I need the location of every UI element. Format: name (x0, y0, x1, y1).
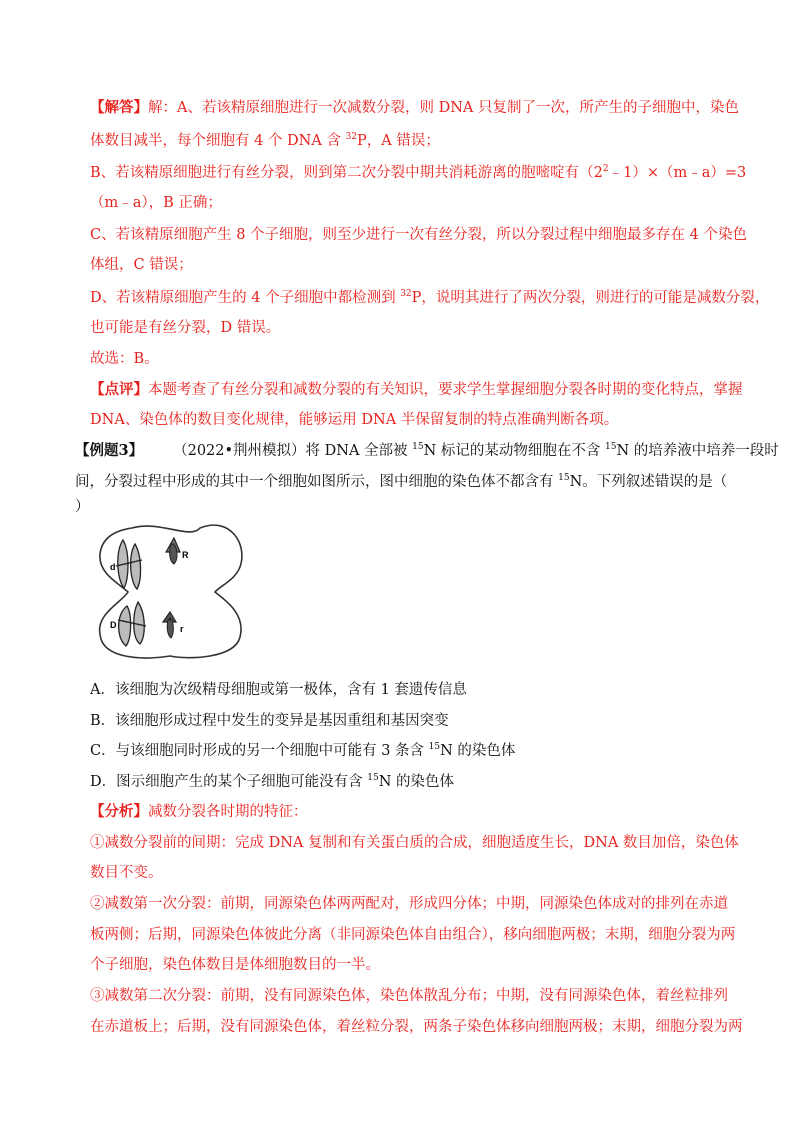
comment-tag: 【点评】 (90, 381, 148, 398)
analysis-line-4: ②减数第一次分裂：前期，同源染色体两两配对，形成四分体；中期，同源染色体成对的排列在赤道 (90, 896, 728, 912)
answer-line: 故选：B。 (90, 351, 159, 367)
solution-line-3: B、若该精原细胞进行有丝分裂，则到第二次分裂中期共消耗游离的胞嘧啶有$(2^2﹣1)\times(m﹣a)=3$ (90, 164, 747, 181)
example-line-3: ） (75, 499, 90, 515)
analysis-line-1: 【分析】减数分裂各时期的特征： (90, 803, 308, 820)
option-d: D．图示细胞产生的某个子细胞可能没有含 $^{15}$N 的染色体 (90, 773, 454, 790)
solution-line-2: 体数目减半，每个细胞有 4 个 DNA 含 $^{32}$P，A 错误； (90, 132, 440, 149)
gene-label-d: d (110, 562, 116, 572)
solution-line-6: 体组，C 错误； (90, 257, 193, 273)
option-b: B．该细胞形成过程中发生的变异是基因重组和基因突变 (90, 713, 449, 729)
analysis-line-2: ①减数分裂前的间期：完成 DNA 复制和有关蛋白质的合成，细胞适度生长，DNA 数目加倍，染色体 (90, 835, 739, 851)
gene-label-D: D (110, 620, 117, 630)
analysis-line-6: 个子细胞，染色体数目是体细胞数目的一半。 (90, 957, 380, 973)
gene-label-r: r (180, 624, 184, 634)
solution-tag: 【解答】 (90, 99, 148, 116)
comment-line-1: 【点评】本题考查了有丝分裂和减数分裂的有关知识，要求学生掌握细胞分裂各时期的变化特点，掌握 (90, 381, 743, 398)
dividing-cell-figure (90, 522, 250, 662)
analysis-tag: 【分析】 (90, 803, 148, 820)
analysis-line-5: 板两侧；后期，同源染色体彼此分离（非同源染色体自由组合），移向细胞两极；末期，细胞分裂为两 (90, 927, 736, 943)
example-line-2: 间，分裂过程中形成的其中一个细胞如图所示，图中细胞的染色体不都含有 $^{15}$N。下列叙述错误的是（ (75, 473, 728, 490)
option-a: A．该细胞为次级精母细胞或第一极体，含有 1 套遗传信息 (90, 682, 467, 698)
option-c: C．与该细胞同时形成的另一个细胞中可能有 3 条含 $^{15}$N 的染色体 (90, 742, 516, 759)
gene-label-R: R (182, 550, 189, 560)
analysis-line-8: 在赤道板上；后期，没有同源染色体，着丝粒分裂，两条子染色体移向细胞两极；末期，细胞分裂为两 (90, 1019, 743, 1035)
solution-line-7: D、若该精原细胞产生的 4 个子细胞中都检测到 $^{32}$P，说明其进行了两次分裂，则进行的可能是减数分裂， (90, 289, 770, 306)
solution-line-4: （m﹣a），B 正确； (90, 195, 222, 211)
analysis-line-7: ③减数第二次分裂：前期，没有同源染色体，染色体散乱分布；中期，没有同源染色体，着丝粒排列 (90, 988, 728, 1004)
comment-line-2: DNA、染色体的数目变化规律，能够运用 DNA 半保留复制的特点准确判断各项。 (90, 412, 619, 428)
example-line-1: 【例题3】 （2022•荆州模拟）将 DNA 全部被 $^{15}$N 标记的某动物细胞在不含 $^{15}$N 的培养液中培养一段时 (75, 442, 779, 459)
example-label: 【例题3】 (75, 442, 144, 459)
solution-line-1: 【解答】解：A、若该精原细胞进行一次减数分裂，则 DNA 只复制了一次，所产生的子细胞中，染色 (90, 99, 739, 116)
solution-line-5: C、若该精原细胞产生 8 个子细胞，则至少进行一次有丝分裂，所以分裂过程中细胞最多存在 4 个染色 (90, 227, 747, 243)
solution-line-8: 也可能是有丝分裂，D 错误。 (90, 320, 281, 336)
analysis-line-3: 数目不变。 (90, 865, 163, 881)
